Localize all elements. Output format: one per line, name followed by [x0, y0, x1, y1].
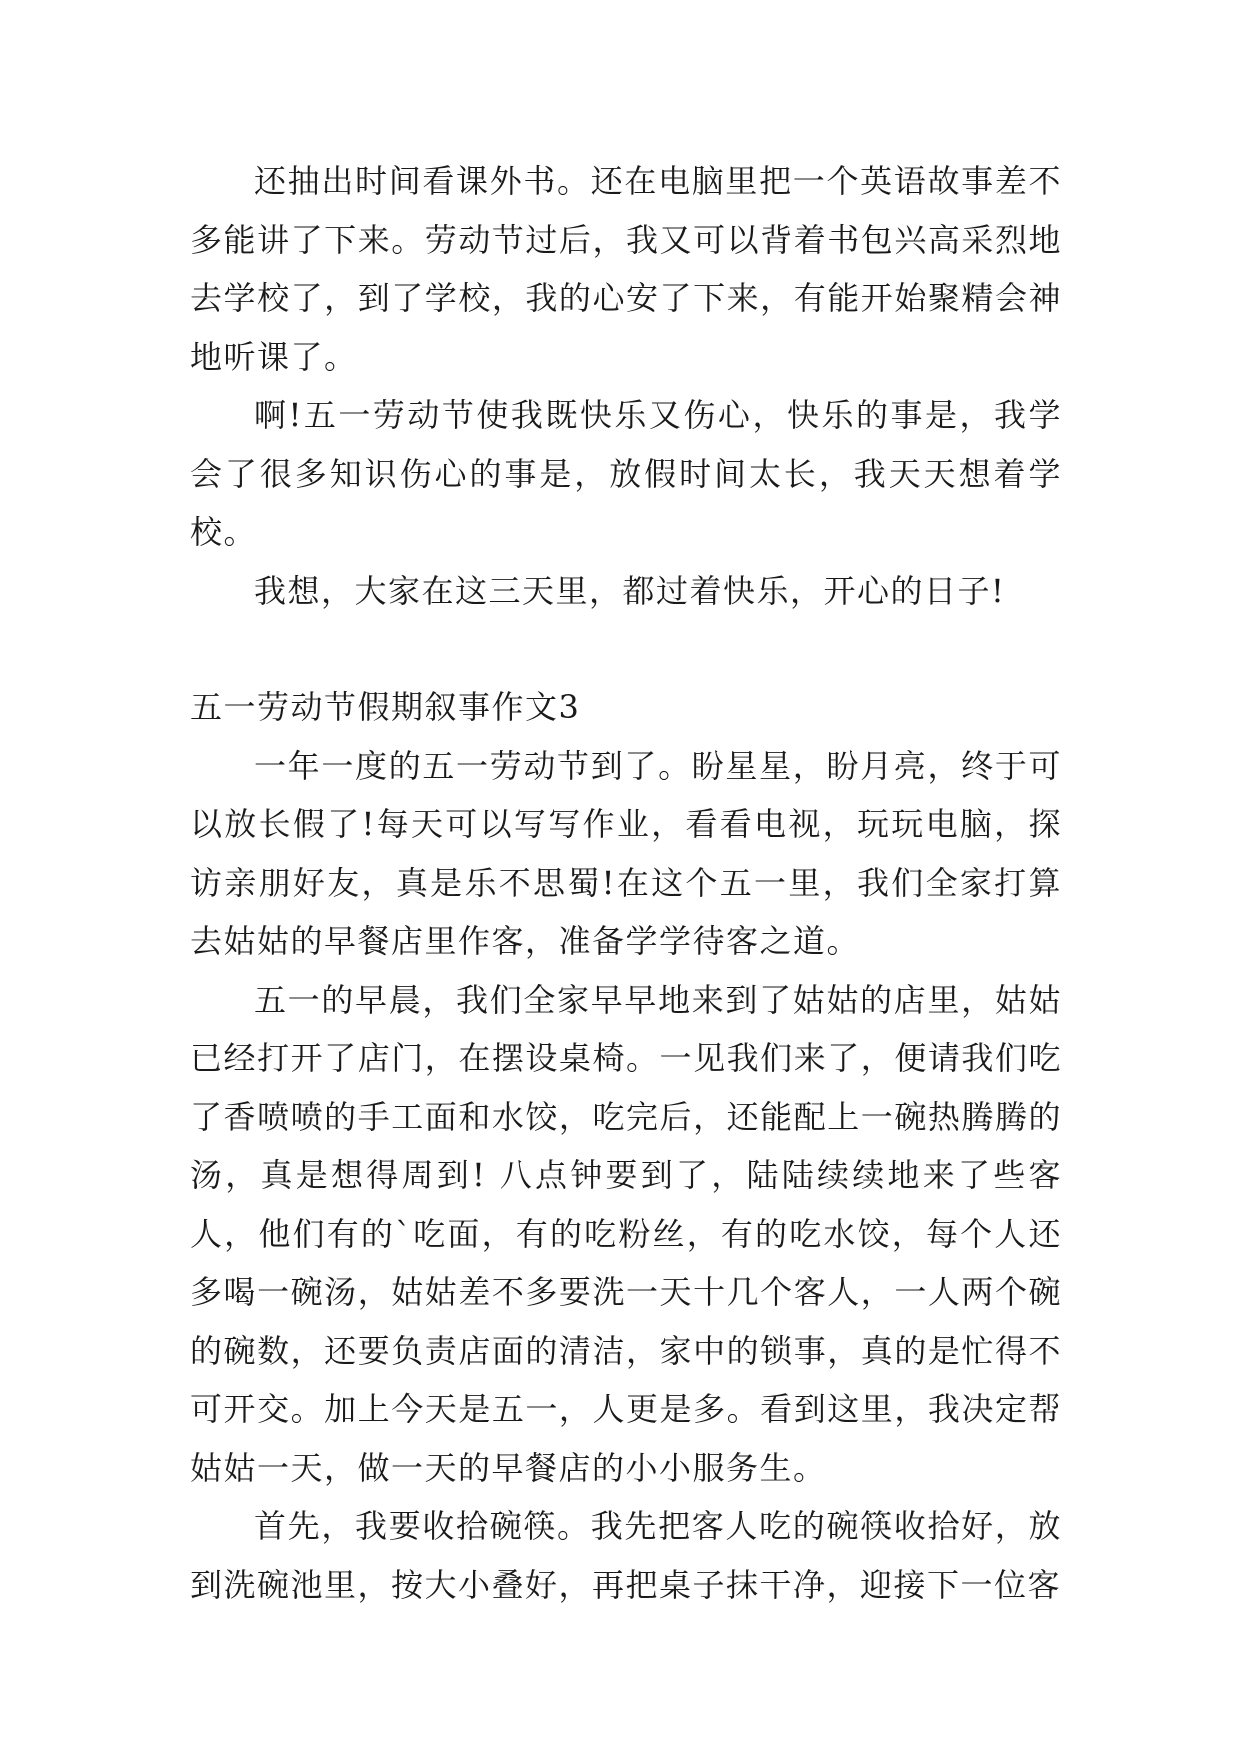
section-title: 五一劳动节假期叙事作文3: [190, 688, 581, 726]
paragraph: 五一的早晨，我们全家早早地来到了姑姑的店里，姑姑已经打开了店门，在摆设桌椅。一见我们来了，便请我们吃了香喷喷的手工面和水饺，吃完后，还能配上一碗热腾腾的汤，真是想得周到! 八点钟要到了，陆陆续续地来了些客人，他们有的`吃面，有的吃粉丝，有的吃水饺，每个人还多喝一碗汤，姑姑差不多要洗一天十几个客人，一人两个碗的碗数，还要负责店面的清洁，家中的锁事，真的是忙得不可开交。加上今天是五一，人更是多。看到这里，我决定帮姑姑一天，做一天的早餐店的小小服务生。: [190, 980, 1062, 1487]
paragraph: 我想，大家在这三天里，都过着快乐，开心的日子!: [254, 571, 1006, 610]
paragraph: 啊!五一劳动节使我既快乐又伤心，快乐的事是，我学会了很多知识伤心的事是，放假时间太长，我天天想着学校。: [190, 396, 1062, 551]
section-spacer: [190, 620, 1062, 678]
document-body: [190, 152, 1062, 1614]
paragraph: 一年一度的五一劳动节到了。盼星星，盼月亮，终于可以放长假了!每天可以写写作业，看看电视，玩玩电脑，探访亲朋好友，真是乐不思蜀!在这个五一里，我们全家打算去姑姑的早餐店里作客，准备学学待客之道。: [190, 746, 1062, 960]
paragraph: 首先，我要收拾碗筷。我先把客人吃的碗筷收拾好，放到洗碗池里，按大小叠好，再把桌子抹干净，迎接下一位客: [190, 1507, 1062, 1604]
paragraph-continuation: 还抽出时间看课外书。还在电脑里把一个英语故事差不多能讲了下来。劳动节过后，我又可以背着书包兴高采烈地去学校了，到了学校，我的心安了下来，有能开始聚精会神地听课了。: [190, 162, 1062, 376]
